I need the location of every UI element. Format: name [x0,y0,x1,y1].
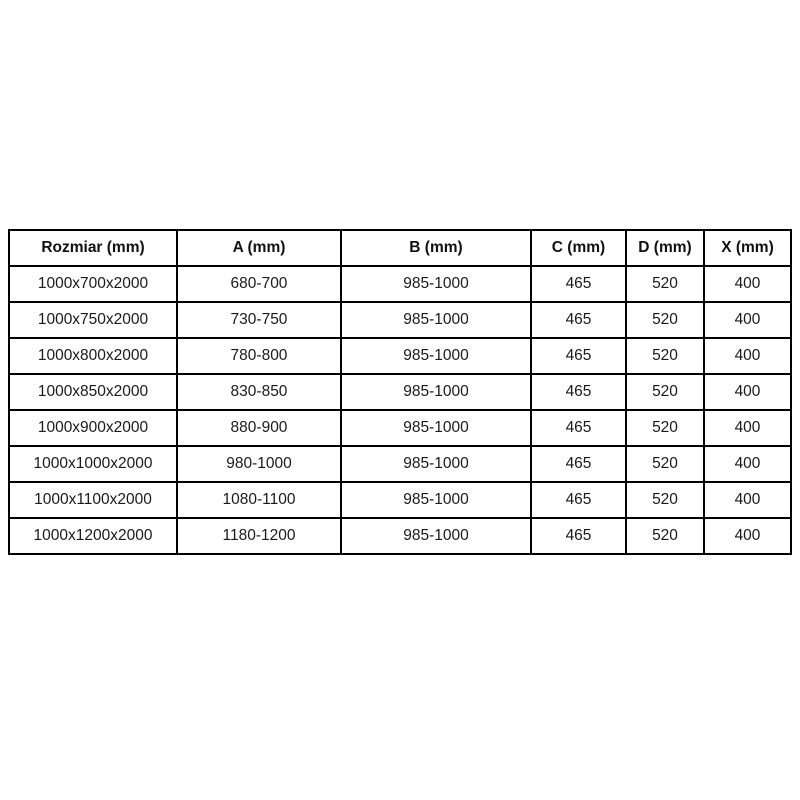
table-cell: 985-1000 [341,446,531,482]
table-row [9,410,791,446]
table-row [9,518,791,554]
table-cell: 830-850 [177,374,341,410]
table-cell: 520 [626,482,704,518]
table-cell: 985-1000 [341,338,531,374]
table-cell: 520 [626,374,704,410]
table-cell: 880-900 [177,410,341,446]
column-header-c: C (mm) [531,230,626,266]
table-cell: 400 [704,338,791,374]
table-cell: 400 [704,266,791,302]
table-cell: 780-800 [177,338,341,374]
table-cell: 1000x750x2000 [9,302,177,338]
table-cell: 1080-1100 [177,482,341,518]
header-row [9,230,791,266]
table-cell: 1180-1200 [177,518,341,554]
column-header-b: B (mm) [341,230,531,266]
table-cell: 520 [626,266,704,302]
table-cell: 465 [531,266,626,302]
table-cell: 465 [531,338,626,374]
table-cell: 1000x700x2000 [9,266,177,302]
table-cell: 680-700 [177,266,341,302]
table-cell: 400 [704,446,791,482]
table-cell: 520 [626,302,704,338]
table-cell: 465 [531,374,626,410]
table-cell: 520 [626,446,704,482]
table-cell: 1000x800x2000 [9,338,177,374]
table-row [9,302,791,338]
table-cell: 985-1000 [341,518,531,554]
table-cell: 465 [531,482,626,518]
table-cell: 400 [704,302,791,338]
table-cell: 985-1000 [341,374,531,410]
table-cell: 400 [704,410,791,446]
column-header-rozmiar: Rozmiar (mm) [9,230,177,266]
table-cell: 520 [626,410,704,446]
column-header-d: D (mm) [626,230,704,266]
table-row [9,446,791,482]
table-cell: 730-750 [177,302,341,338]
table-cell: 465 [531,302,626,338]
table-cell: 985-1000 [341,482,531,518]
table-cell: 985-1000 [341,266,531,302]
table-cell: 980-1000 [177,446,341,482]
table-row [9,482,791,518]
table-cell: 1000x1100x2000 [9,482,177,518]
table-cell: 465 [531,410,626,446]
table-row [9,338,791,374]
table-cell: 1000x900x2000 [9,410,177,446]
table-row [9,374,791,410]
column-header-x: X (mm) [704,230,791,266]
table-cell: 520 [626,338,704,374]
table-body [9,266,791,554]
table-cell: 400 [704,374,791,410]
table-cell: 465 [531,446,626,482]
table-cell: 1000x1200x2000 [9,518,177,554]
table-cell: 400 [704,518,791,554]
column-header-a: A (mm) [177,230,341,266]
table-row [9,266,791,302]
table-cell: 465 [531,518,626,554]
size-spec-table [8,229,792,555]
table-cell: 1000x1000x2000 [9,446,177,482]
table-cell: 1000x850x2000 [9,374,177,410]
table-cell: 985-1000 [341,302,531,338]
table-cell: 400 [704,482,791,518]
table-cell: 985-1000 [341,410,531,446]
size-spec-table-container [8,229,790,555]
table-cell: 520 [626,518,704,554]
